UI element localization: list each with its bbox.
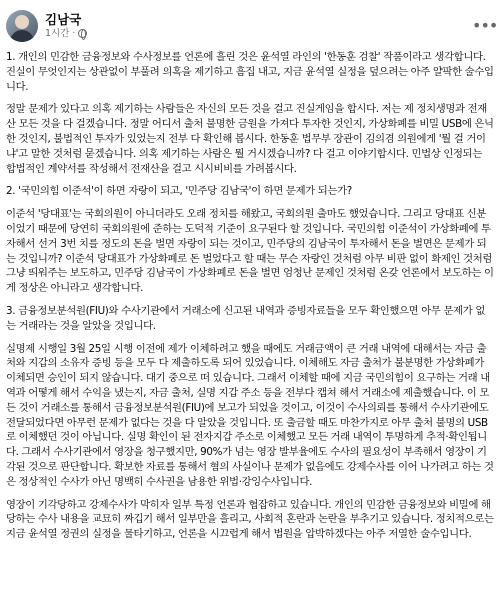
post-header	[6, 8, 498, 44]
post-paragraph: 이준석 '당대표'는 국회의원이 아니더라도 오래 정치를 해왔고, 국회의원 출마도 했었습니다. 그리고 당대표 신분이었기 때문에 당연히 국회의원에 준하는 도덕적 기준이 요구된다 할 것입니다. 국민의힘 이준석이 가상화폐에 투자해서 선거 3번 치를 정도의 돈을 벌면 자랑이 되는 것이고, 민주당의 김남국이 투자해서 돈을 벌면은 문제가 되는 것입니까? 이준석 당대표가 가상화폐로 돈 벌었다고 할 때는 무슨 자랑인 것처럼 아무 비판 없이 화제인 것처럼 그냥 띄워주는 보도하고, 민주당 김남국이 가상화폐로 돈을 벌면 엄청난 문제인 것처럼 온갖 언론에서 보도하는 이게 정상은 아니라고 생각합니다.	[6, 208, 494, 295]
post-paragraph: 실명제 시행일 3월 25일 시행 이전에 제가 이체하려고 했을 때에도 거래금액이 큰 거래 내역에 대해서는 자금 출처와 지갑의 소유자 증빙 등을 모두 다 제출하도록 되어 있었습니다. 이체해도 자금 출처가 불분명한 가상화폐가 이체되면 승인이 되지 않습니다. 대기 중으로 떠 있습니다. 그래서 이체할 때에 지금 국민의힘이 요구하는 거래 내역과 어떻게 해서 수익을 냈는지, 자금 출처, 실명 지갑 주소 등을 전부다 캡쳐 해서 거래소에 제출했습니다. 이 모든 것이 거래소를 통해서 금융정보분석원(FIU)에 보고가 되었을 것이고, 이것이 수사의뢰를 통해서 수사기관에도 전달되었다면 아무런 문제가 없다는 것을 다 알았을 것입니다. 또 출금할 때도 마찬가지로 아무 출처 불명의 USB로 이체했던 것이 아닙니다. 실명 확인이 된 전자지갑 주소로 이체했고 모든 거래 내역이 투명하게 추적·확인됩니다. 그래서 수사기관에서 영장을 청구했지만, 90%가 넘는 영장 발부율에도 수사의 필요성이 부족해서 영장이 기각된 것으로 판단합니다. 확보한 자료를 통해서 혐의 사실이나 문제가 없음에도 강제수사를 이어 나가려고 하는 것은 정상적인 수사가 아닌 명백히 수사권을 남용한 위법·강잉수사입니다.	[6, 342, 494, 488]
globe-icon[interactable]	[78, 29, 87, 38]
post-paragraph: 1. 개인의 민감한 금융정보와 수사정보를 언론에 흘린 것은 윤석열 라인의 '한동훈 검찰' 작품이라고 생각합니다. 진실이 무엇인지는 상관없이 부풀려 의혹을 제기하고 흠집 내고, 지금 윤석열 실정을 덮으려는 아주 얄팍한 술수입니다.	[6, 51, 494, 93]
post-paragraph: 2. '국민의힘 이준석'이 하면 자랑이 되고, '민주당 김남국'이 하면 문제가 되는가?	[6, 185, 352, 198]
post-subline	[45, 27, 472, 40]
separator-dot: ·	[72, 28, 76, 39]
post-paragraph: 정말 문제가 있다고 의혹 제기하는 사람들은 자신의 모든 것을 걸고 진실게임을 합시다. 저는 제 정치생명과 전재산 모든 것을 다 걸겠습니다. 정말 어디서 출처 불명한 금원을 가져다 투자한 것인지, 가상화폐를 비밀 USB에 은닉한 것인지, 불법적인 투자가 있었는지 전부 다 확인해 봅시다. 한동훈 법무부 장관이 김의겸 의원에게 '뭘 걸 거이냐'고 말한 것처럼 묻겠습니다. 의혹 제기하는 사람은 뭘 거시겠습니까? 다 걸고 이야기합시다. 민법상 인정되는 합법적인 계약서를 작성해서 전재산을 걸고 시시비비를 가려봅시다.	[6, 103, 494, 175]
ellipsis-icon[interactable]: •••	[472, 16, 498, 35]
post-paragraph: 3. 금융정보분석원(FIU)와 수사기관에서 거래소에 신고된 내역과 증빙자료들을 모두 확인했으면 아무 문제가 없는 거래라는 것을 알았을 것입니다.	[6, 304, 485, 332]
author-avatar[interactable]	[6, 10, 38, 42]
author-name[interactable]: 김남국	[45, 12, 82, 27]
post-meta	[45, 12, 472, 40]
post-time[interactable]: 1시간	[45, 28, 70, 39]
post-paragraph: 영장이 기각당하고 강제수사가 막히자 일부 특정 언론과 협잡하고 있습니다. 개인의 민감한 금융정보와 비밀에 해당하는 수사 내용을 교묘히 짜깁기 해서 일부만을 흘리고, 사회적 혼란과 논란을 부추기고 있습니다. 정치적으로는 지금 윤석열 정권의 실정을 물타기하고, 언론을 시끄럽게 해서 법원을 압박하겠다는 아주 저열한 술수입니다.	[6, 498, 494, 541]
post-body	[6, 50, 494, 542]
